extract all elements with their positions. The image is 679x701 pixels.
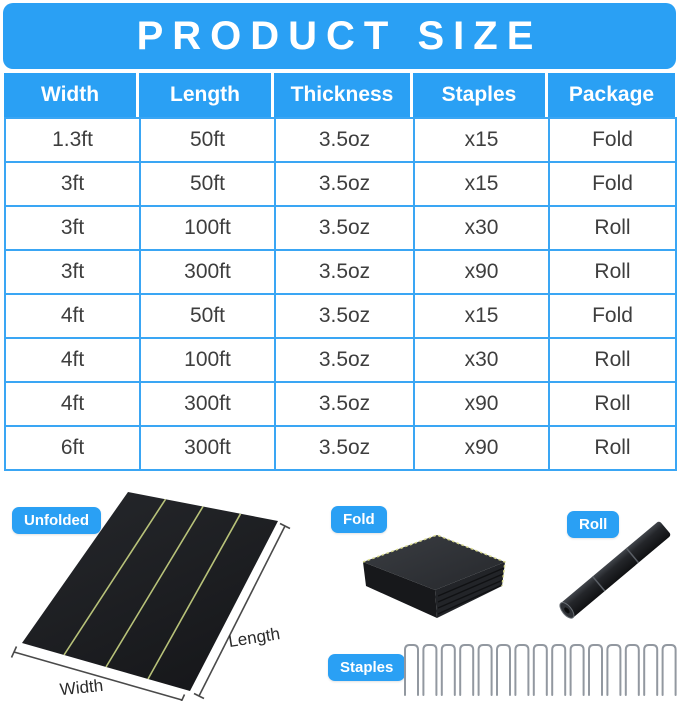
- table-cell: 3.5oz: [275, 338, 414, 382]
- staples-row: [405, 645, 676, 695]
- folded-fabric-image: [340, 528, 525, 633]
- staple-icon: [497, 645, 510, 695]
- column-header-staples: Staples: [413, 73, 548, 117]
- table-row: [5, 250, 676, 294]
- table-cell: 6ft: [5, 426, 140, 470]
- table-cell: x90: [414, 426, 549, 470]
- product-size-banner: [3, 3, 676, 69]
- table-cell: x30: [414, 338, 549, 382]
- table-cell: 3.5oz: [275, 382, 414, 426]
- table-cell: Roll: [549, 206, 676, 250]
- staple-icon: [552, 645, 565, 695]
- length-annotation: Length: [226, 624, 282, 652]
- staples-image: [402, 640, 679, 701]
- table-row: [5, 162, 676, 206]
- staples-badge: Staples: [328, 654, 405, 681]
- table-cell: 3.5oz: [275, 294, 414, 338]
- table-cell: 4ft: [5, 382, 140, 426]
- staple-icon: [663, 645, 676, 695]
- table-cell: 3.5oz: [275, 250, 414, 294]
- table-cell: 50ft: [140, 118, 275, 162]
- table-cell: 100ft: [140, 338, 275, 382]
- column-header-package: Package: [548, 73, 675, 117]
- table-cell: 3.5oz: [275, 206, 414, 250]
- size-table-body-table: [4, 117, 677, 471]
- size-table-header-row: [4, 73, 675, 117]
- table-cell: Roll: [549, 382, 676, 426]
- staple-icon: [423, 645, 436, 695]
- unfolded-fabric-image: [0, 480, 330, 701]
- table-cell: 50ft: [140, 294, 275, 338]
- column-header-length: Length: [139, 73, 274, 117]
- staple-icon: [460, 645, 473, 695]
- fold-badge: Fold: [331, 506, 387, 533]
- staple-icon: [479, 645, 492, 695]
- table-cell: 3ft: [5, 206, 140, 250]
- roll-image: [548, 512, 679, 622]
- staple-icon: [644, 645, 657, 695]
- staple-icon: [626, 645, 639, 695]
- staple-icon: [607, 645, 620, 695]
- roll-badge: Roll: [567, 511, 619, 538]
- table-cell: 50ft: [140, 162, 275, 206]
- table-row: [5, 426, 676, 470]
- table-cell: x15: [414, 118, 549, 162]
- staple-icon: [442, 645, 455, 695]
- table-cell: 3.5oz: [275, 162, 414, 206]
- staple-icon: [405, 645, 418, 695]
- page-title: PRODUCT SIZE: [136, 14, 543, 58]
- table-row: [5, 206, 676, 250]
- unfolded-badge: Unfolded: [12, 507, 101, 534]
- table-cell: x30: [414, 206, 549, 250]
- table-cell: x15: [414, 162, 549, 206]
- table-row: [5, 338, 676, 382]
- table-cell: Roll: [549, 426, 676, 470]
- table-cell: Fold: [549, 118, 676, 162]
- table-cell: 1.3ft: [5, 118, 140, 162]
- table-cell: Fold: [549, 162, 676, 206]
- table-cell: 3ft: [5, 250, 140, 294]
- table-row: [5, 118, 676, 162]
- width-annotation: Width: [58, 675, 105, 700]
- table-cell: Fold: [549, 294, 676, 338]
- table-cell: x90: [414, 250, 549, 294]
- staple-icon: [534, 645, 547, 695]
- table-row: [5, 294, 676, 338]
- table-row: [5, 382, 676, 426]
- table-cell: 300ft: [140, 426, 275, 470]
- size-table: [4, 73, 675, 471]
- column-header-width: Width: [4, 73, 139, 117]
- table-cell: 3ft: [5, 162, 140, 206]
- roll-body: [557, 521, 671, 621]
- table-cell: x90: [414, 382, 549, 426]
- table-cell: 4ft: [5, 294, 140, 338]
- table-cell: 100ft: [140, 206, 275, 250]
- column-header-thickness: Thickness: [274, 73, 413, 117]
- table-cell: 300ft: [140, 250, 275, 294]
- staple-icon: [515, 645, 528, 695]
- table-cell: 300ft: [140, 382, 275, 426]
- table-cell: 4ft: [5, 338, 140, 382]
- staple-icon: [589, 645, 602, 695]
- size-table-body: [5, 118, 676, 470]
- table-cell: x15: [414, 294, 549, 338]
- staple-icon: [571, 645, 584, 695]
- table-cell: Roll: [549, 338, 676, 382]
- table-cell: 3.5oz: [275, 426, 414, 470]
- table-cell: 3.5oz: [275, 118, 414, 162]
- table-cell: Roll: [549, 250, 676, 294]
